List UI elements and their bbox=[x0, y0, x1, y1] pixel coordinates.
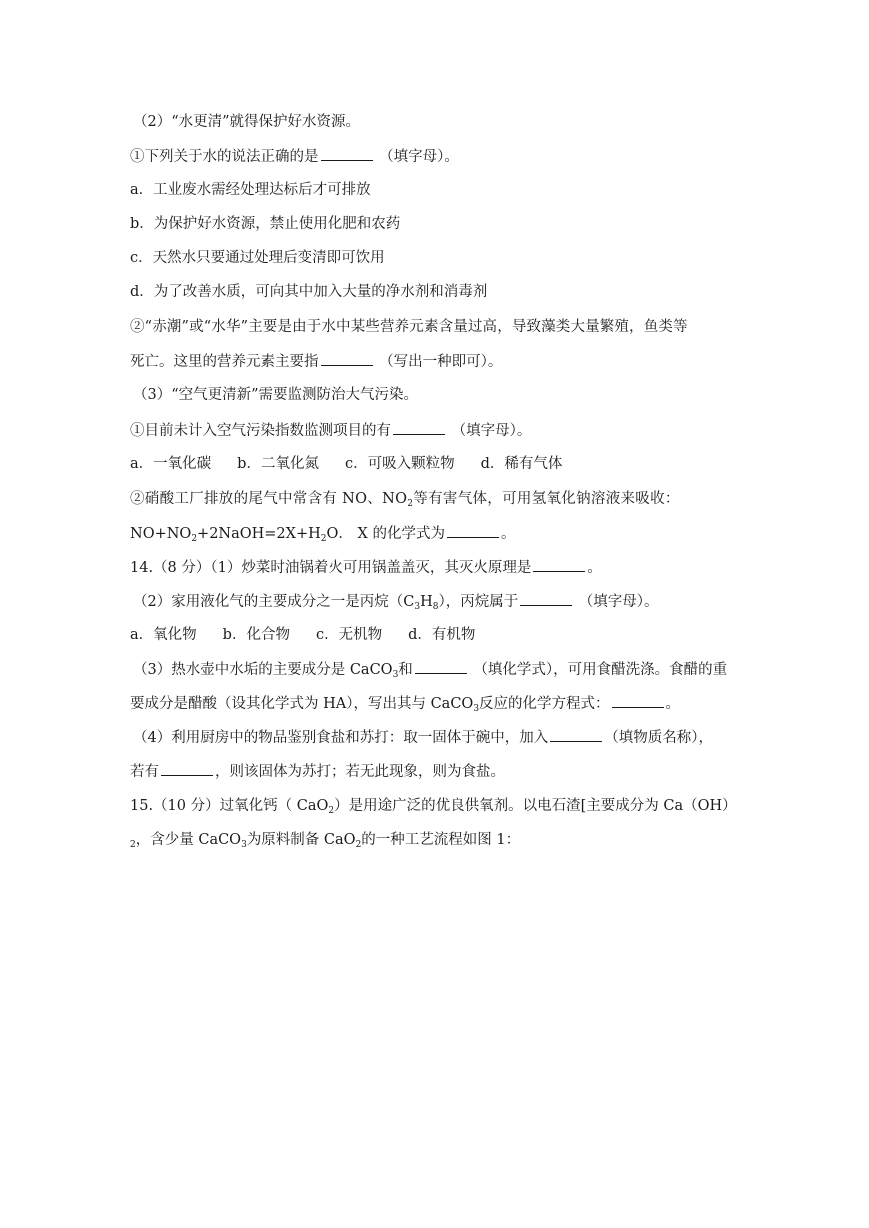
question-air bbox=[130, 420, 531, 441]
subscript: 8 bbox=[432, 602, 439, 612]
question-water bbox=[130, 146, 459, 167]
text: 。 bbox=[587, 560, 602, 576]
q15-line2 bbox=[130, 830, 520, 850]
option-b bbox=[130, 214, 400, 234]
text: 的一种工艺流程如图 1： bbox=[361, 832, 521, 848]
air-options bbox=[130, 454, 562, 474]
option-b: b．二氧化氮 bbox=[237, 456, 319, 472]
answer-blank[interactable] bbox=[321, 146, 373, 161]
text: 为原料制备 CaO bbox=[246, 832, 356, 848]
text: +2NaOH=2X+H bbox=[197, 526, 321, 542]
subscript: 2 bbox=[191, 534, 198, 544]
answer-blank[interactable] bbox=[415, 659, 467, 674]
option-a: a．一氧化碳 bbox=[130, 456, 212, 472]
text: （4）利用厨房中的物品鉴别食盐和苏打：取一固体于碗中，加入 bbox=[133, 730, 549, 746]
q15-line1 bbox=[130, 796, 737, 816]
text: （写出一种即可）。 bbox=[374, 354, 503, 370]
text: 。 bbox=[500, 526, 516, 542]
answer-blank[interactable] bbox=[447, 523, 499, 538]
subscript: 3 bbox=[414, 602, 421, 612]
question-red-tide-line2 bbox=[130, 351, 502, 372]
subscript: 2 bbox=[355, 840, 362, 850]
q14-line5 bbox=[130, 693, 680, 714]
subscript: 3 bbox=[241, 840, 247, 850]
text: ，则该固体为苏打；若无此现象，则为食盐。 bbox=[215, 764, 505, 780]
text: ）是用途广泛的优良供氧剂。以电石渣[主要成分为 Ca（OH） bbox=[334, 798, 737, 814]
text: 14.（8 分）（1）炒菜时油锅着火可用锅盖盖灭，其灭火原理是 bbox=[130, 560, 532, 576]
text: 等有害气体，可用氢氧化钠溶液来吸收： bbox=[413, 491, 680, 507]
subscript: 2 bbox=[320, 534, 327, 544]
text: a．工业废水需经处理达标后才可排放 bbox=[130, 182, 371, 198]
subscript: 2 bbox=[130, 840, 136, 850]
text: 死亡。这里的营养元素主要指 bbox=[130, 354, 319, 370]
option-d bbox=[130, 282, 487, 302]
section-2-title bbox=[133, 112, 360, 132]
equation-line bbox=[130, 523, 515, 544]
text: （3）热水壶中水垢的主要成分是 CaCO bbox=[133, 662, 393, 678]
option-b: b．化合物 bbox=[222, 627, 290, 643]
text: ②硝酸工厂排放的尾气中常含有 NO、NO bbox=[130, 491, 408, 507]
text: 若有 bbox=[130, 764, 159, 780]
text: （填物质名称）， bbox=[604, 730, 713, 746]
text: H bbox=[420, 594, 433, 610]
subscript: 2 bbox=[328, 806, 335, 816]
answer-blank[interactable] bbox=[393, 420, 445, 435]
option-c bbox=[130, 248, 385, 268]
q14-line7 bbox=[130, 761, 505, 782]
text: （3）“空气更清新”需要监测防治大气污染。 bbox=[133, 387, 419, 403]
text: （填化学式），可用食醋洗涤。食醋的重 bbox=[468, 662, 728, 678]
q14-line4 bbox=[133, 659, 727, 680]
answer-blank[interactable] bbox=[550, 727, 602, 742]
subscript: 3 bbox=[392, 670, 399, 680]
text: ①下列关于水的说法正确的是 bbox=[130, 149, 319, 165]
answer-blank[interactable] bbox=[533, 557, 585, 572]
option-a: a．氧化物 bbox=[130, 627, 197, 643]
subscript: 2 bbox=[407, 499, 414, 509]
text: NO+NO bbox=[130, 526, 192, 542]
answer-blank[interactable] bbox=[520, 591, 572, 606]
text: d．为了改善水质，可向其中加入大量的净水剂和消毒剂 bbox=[130, 284, 488, 300]
text: 反应的化学方程式： bbox=[479, 696, 610, 712]
answer-blank[interactable] bbox=[321, 351, 373, 366]
answer-blank[interactable] bbox=[161, 761, 213, 776]
text: （2）家用液化气的主要成分之一是丙烷（C bbox=[133, 594, 415, 610]
text: （填字母）。 bbox=[574, 594, 659, 610]
option-c: c．可吸入颗粒物 bbox=[344, 456, 455, 472]
text: ，含少量 CaCO bbox=[135, 832, 242, 848]
option-c: c．无机物 bbox=[315, 627, 383, 643]
question-nitric-line1 bbox=[130, 489, 680, 509]
q14-options bbox=[130, 625, 475, 645]
text: ②“赤潮”或“水华”主要是由于水中某些营养元素含量过高，导致藻类大量繁殖，鱼类等 bbox=[130, 319, 688, 335]
text: 和 bbox=[398, 662, 413, 678]
text: （填字母）。 bbox=[374, 149, 459, 165]
text: ①目前未计入空气污染指数监测项目的有 bbox=[130, 423, 391, 439]
text: （填字母）。 bbox=[447, 423, 532, 439]
question-red-tide-line1 bbox=[130, 317, 688, 337]
section-3-title bbox=[133, 385, 418, 405]
answer-blank[interactable] bbox=[612, 693, 664, 708]
text: O． X 的化学式为 bbox=[326, 526, 445, 542]
text: （2）“水更清”就得保护好水资源。 bbox=[133, 114, 361, 130]
option-d: d．有机物 bbox=[408, 627, 476, 643]
subscript: 3 bbox=[473, 704, 480, 714]
q14-line2 bbox=[133, 591, 659, 612]
q14-line1 bbox=[130, 557, 602, 578]
q14-line6 bbox=[133, 727, 713, 748]
text: 15.（10 分）过氧化钙（ CaO bbox=[130, 798, 329, 814]
text: ），丙烷属于 bbox=[438, 594, 519, 610]
text: 。 bbox=[665, 696, 681, 712]
text: c．天然水只要通过处理后变清即可饮用 bbox=[130, 250, 385, 266]
text: 要成分是醋酸（设其化学式为 HA），写出其与 CaCO bbox=[130, 696, 474, 712]
option-d: d．稀有气体 bbox=[480, 456, 563, 472]
text: b．为保护好水资源，禁止使用化肥和农药 bbox=[130, 216, 401, 232]
option-a bbox=[130, 180, 371, 200]
